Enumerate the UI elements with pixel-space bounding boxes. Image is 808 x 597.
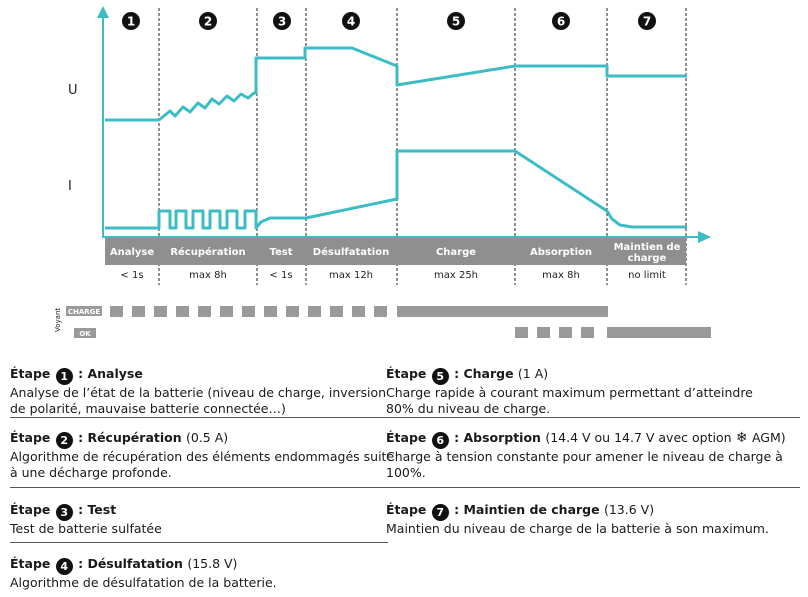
stage-number-6 [552,12,570,30]
ok-indicator-label: OK [79,330,91,338]
stage-duration-3: < 1s [269,270,293,281]
stage-label-maintien-line2: charge [627,253,667,264]
stage-duration-2: max 8h [189,270,227,281]
voltage-curve [105,48,687,120]
charge-indicator-label: CHARGE [67,308,101,316]
desc-body: Algorithme de désulfatation de la batterie. [10,575,277,590]
stage-number-badge: 7 [432,504,449,521]
stage-number-1 [122,12,140,30]
divider [386,417,800,418]
desc-param: (15.8 V) [187,556,238,571]
stage-duration-4: max 12h [328,270,374,281]
u-axis-label: U [68,83,78,98]
stage-duration-1: < 1s [120,270,144,281]
stage-label-absorption: Absorption [529,247,593,258]
stage-description-3 [10,502,402,537]
stage-label-analyse: Analyse [109,247,155,258]
stage-label-charge: Charge [435,247,477,258]
stage-number-badge: 1 [56,368,73,385]
desc-title: : Test [78,502,117,517]
desc-body: Charge rapide à courant maximum permettant d’atteindre 80% du niveau de charge. [386,385,753,416]
desc-body: Charge à tension constante pour amener le niveau de charge à 100%. [386,449,783,480]
divider [10,487,388,488]
svg-text:4: 4 [346,14,356,29]
stage-number-7 [638,12,656,30]
stage-number-5 [447,12,465,30]
voyant-caption: Voyant [54,307,62,332]
desc-body: Test de batterie sulfatée [10,521,162,536]
snowflake-icon: ❄ [735,430,748,446]
svg-text:3: 3 [277,14,287,29]
desc-prefix: Étape [386,366,427,381]
desc-param-end: AGM) [751,430,786,445]
desc-prefix: Étape [386,502,427,517]
desc-prefix: Étape [10,366,51,381]
current-curve [105,151,687,228]
charge-indicator-blink [110,306,387,317]
stage-description-4 [10,556,402,591]
stage-duration-6: max 8h [542,270,580,281]
svg-text:2: 2 [203,14,213,29]
divider [10,417,388,418]
stage-number-badge: 5 [432,368,449,385]
stage-label-maintien: Maintien de [613,242,681,253]
ok-indicator-blink [515,327,594,338]
svg-text:7: 7 [642,14,652,29]
stage-description-6 [386,430,800,481]
i-axis-label: I [68,179,72,194]
ok-indicator-steady [607,327,711,338]
desc-param: (1 A) [517,366,549,381]
desc-param: (13.6 V) [603,502,655,517]
desc-title: : Désulfatation [78,556,183,571]
x-axis-arrow [698,231,711,243]
desc-body: Maintien du niveau de charge de la batterie à son maximum. [386,521,769,536]
stage-number-badge: 3 [56,504,73,521]
desc-title: : Absorption [454,430,541,445]
stage-duration-5: max 25h [433,270,479,281]
divider [10,542,388,543]
stage-number-4 [342,12,360,30]
desc-prefix: Étape [10,556,51,571]
stage-label-test: Test [269,247,293,258]
desc-title: : Maintien de charge [454,502,600,517]
desc-param: (14.4 V ou 14.7 V avec option [545,430,732,445]
desc-param: (0.5 A) [186,430,229,445]
desc-title: : Récupération [78,430,182,445]
desc-prefix: Étape [10,502,51,517]
stage-description-5 [386,366,778,417]
stage-description-1 [10,366,402,417]
stage-description-7 [386,502,778,537]
stage-label-desulfatation: Désulfatation [312,247,390,258]
desc-body: Algorithme de récupération des éléments endommagés suite à une décharge profonde. [10,449,395,480]
stage-number-badge: 6 [432,432,449,449]
stage-duration-7: no limit [628,270,666,281]
stage-number-3 [273,12,291,30]
desc-title: : Charge [454,366,514,381]
desc-prefix: Étape [386,430,427,445]
stage-number-2 [199,12,217,30]
desc-body: Analyse de l’état de la batterie (niveau de charge, inversion de polarité, mauvaise batterie connectée…) [10,385,387,416]
divider [386,487,800,488]
stage-label-recuperation: Récupération [170,247,246,258]
y-axis-arrow [97,6,109,18]
svg-text:5: 5 [451,14,461,29]
svg-text:6: 6 [556,14,566,29]
desc-prefix: Étape [10,430,51,445]
desc-title: : Analyse [78,366,143,381]
stage-description-2 [10,430,402,481]
charge-indicator-steady [397,306,608,317]
stage-number-badge: 2 [56,432,73,449]
svg-text:1: 1 [126,14,136,29]
stage-number-badge: 4 [56,558,73,575]
